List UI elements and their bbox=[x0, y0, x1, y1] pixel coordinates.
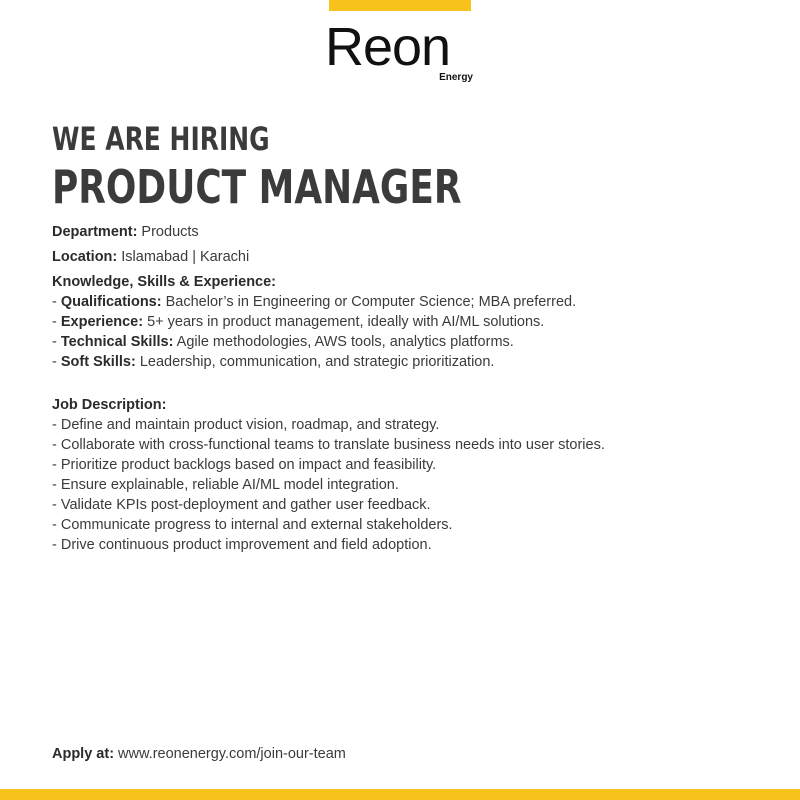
kse-text: Agile methodologies, AWS tools, analytics platforms. bbox=[173, 334, 514, 350]
hiring-pretitle: WE ARE HIRING bbox=[52, 120, 270, 158]
logo-letters: Reon bbox=[325, 17, 451, 77]
kse-heading bbox=[52, 272, 772, 292]
list-item: - Drive continuous product improvement and field adoption. bbox=[52, 537, 432, 553]
list-item: - Prioritize product backlogs based on impact and feasibility. bbox=[52, 457, 437, 473]
job-details bbox=[52, 222, 772, 555]
kse-label: Experience: bbox=[60, 314, 144, 330]
department-value: Products bbox=[137, 224, 199, 240]
list-item: - Communicate progress to internal and external stakeholders. bbox=[52, 517, 453, 533]
department-label: Department: bbox=[52, 224, 138, 240]
kse-text: 5+ years in product management, ideally with AI/ML solutions. bbox=[143, 314, 545, 330]
job-title: PRODUCT MANAGER bbox=[52, 160, 462, 214]
apply-line bbox=[52, 746, 346, 762]
location-line bbox=[52, 247, 772, 267]
location-label: Location: bbox=[52, 249, 118, 265]
jd-heading bbox=[52, 395, 772, 415]
list-item: - Ensure explainable, reliable AI/ML model integration. bbox=[52, 477, 399, 493]
bottom-accent-bar bbox=[0, 789, 800, 800]
apply-url[interactable]: www.reonenergy.com/join-our-team bbox=[114, 746, 346, 762]
kse-label: Qualifications: bbox=[60, 294, 162, 310]
kse-text: Leadership, communication, and strategic prioritization. bbox=[135, 354, 495, 370]
apply-label: Apply at: bbox=[52, 746, 115, 762]
location-value: Islamabad | Karachi bbox=[117, 249, 250, 265]
kse-heading-text: Knowledge, Skills & Experience: bbox=[52, 274, 277, 290]
reon-energy-logo bbox=[325, 16, 475, 86]
list-item: - Define and maintain product vision, roadmap, and strategy. bbox=[52, 417, 440, 433]
list-item: - Soft Skills: Leadership, communication, and strategic prioritization. bbox=[52, 354, 495, 370]
kse-label: Technical Skills: bbox=[60, 334, 174, 350]
list-item: - Technical Skills: Agile methodologies, AWS tools, analytics platforms. bbox=[52, 334, 514, 350]
kse-label: Soft Skills: bbox=[60, 354, 136, 370]
list-item: - Collaborate with cross-functional teams to translate business needs into user stories. bbox=[52, 437, 605, 453]
top-accent-bar bbox=[329, 0, 471, 11]
department-line bbox=[52, 222, 772, 242]
logo-subtitle: Energy bbox=[439, 72, 473, 83]
kse-text: Bachelor’s in Engineering or Computer Science; MBA preferred. bbox=[161, 294, 577, 310]
logo-wordmark bbox=[325, 16, 450, 78]
list-item: - Qualifications: Bachelor’s in Engineering or Computer Science; MBA preferred. bbox=[52, 294, 577, 310]
list-item: - Validate KPIs post-deployment and gather user feedback. bbox=[52, 497, 431, 513]
list-item: - Experience: 5+ years in product management, ideally with AI/ML solutions. bbox=[52, 314, 545, 330]
jd-heading-text: Job Description: bbox=[52, 397, 167, 413]
